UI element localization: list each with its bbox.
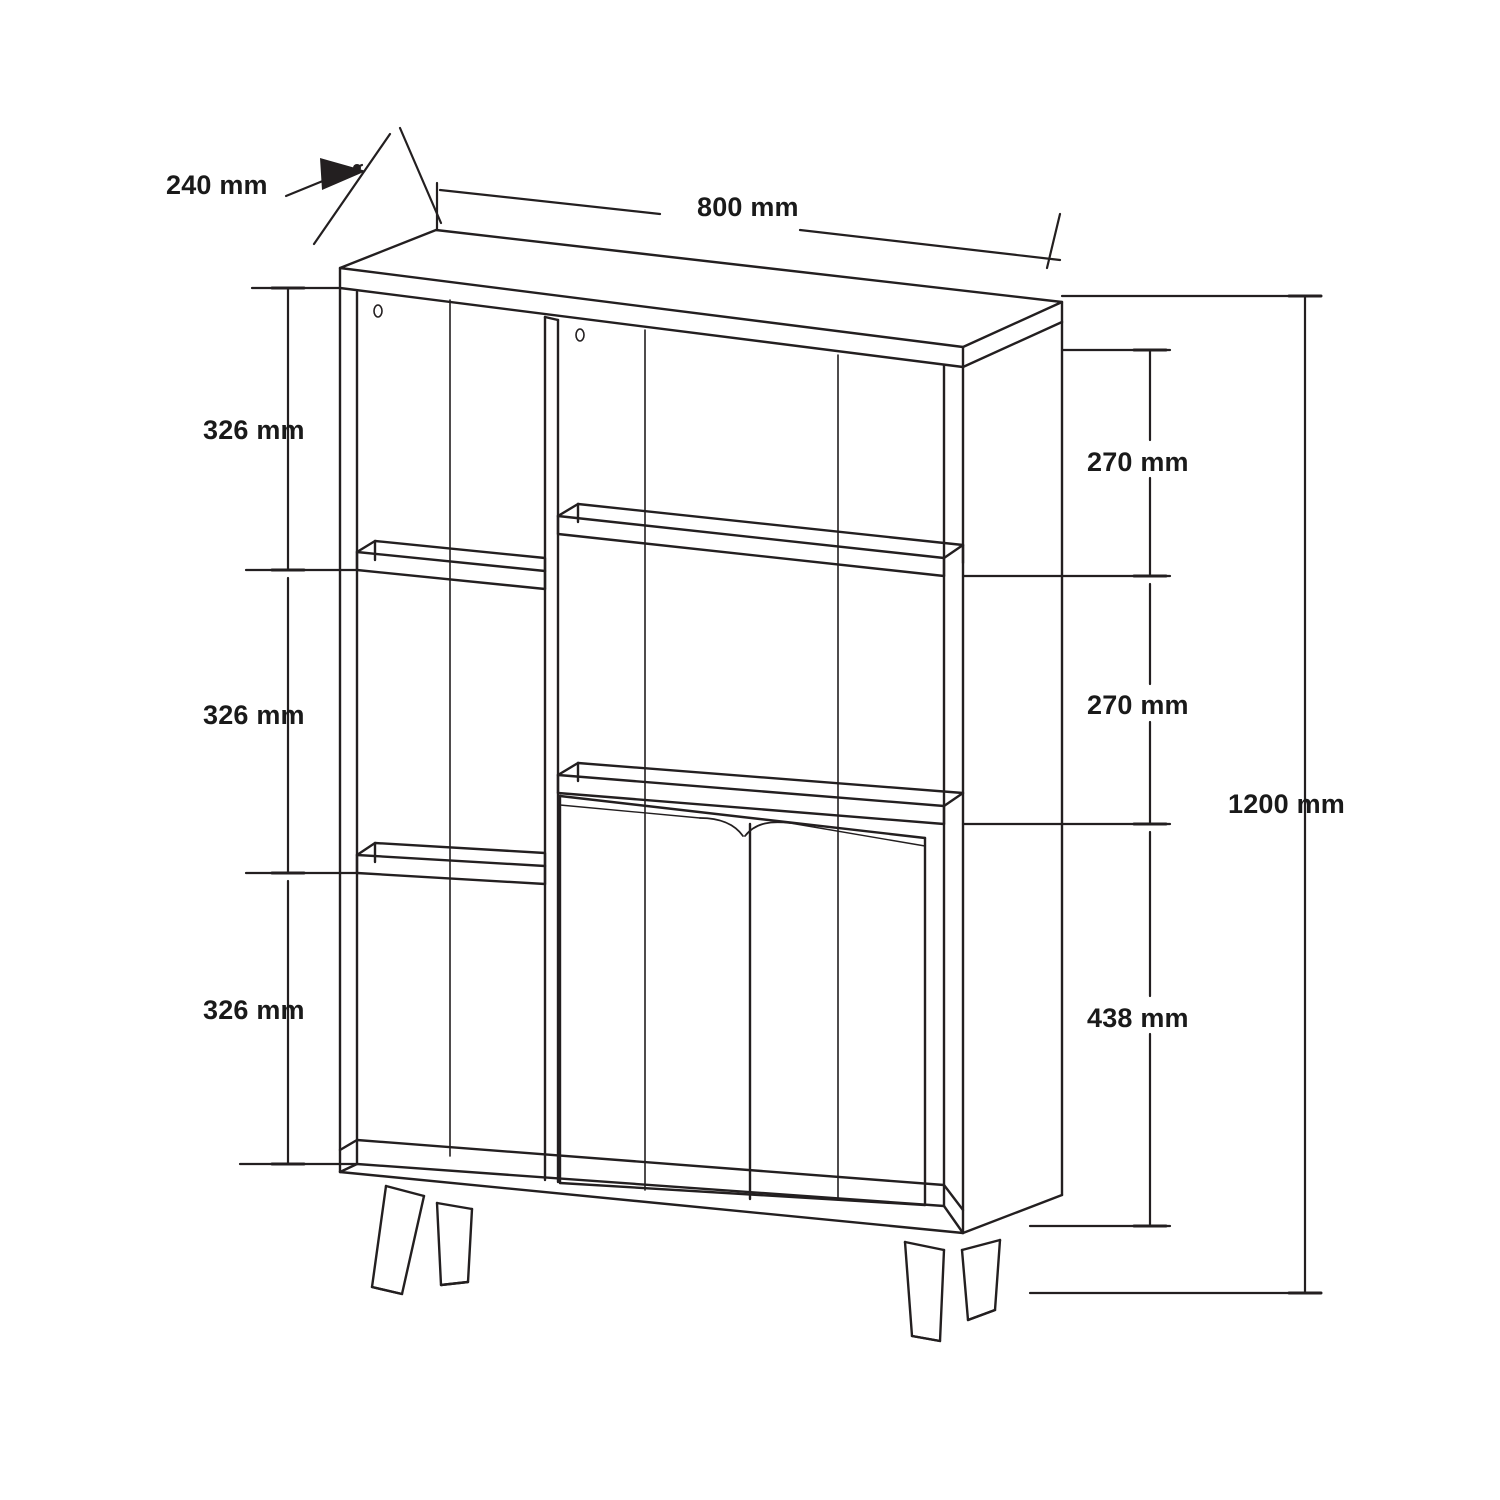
dimension-label-right-cabinet: 438 mm xyxy=(1087,1003,1189,1033)
right-side-panel xyxy=(944,322,1062,1233)
dim-right-chain xyxy=(963,350,1170,1226)
dimension-label-width: 800 mm xyxy=(697,192,799,222)
left-side-panel xyxy=(340,288,357,1172)
dimension-label-left-shelf-2: 326 mm xyxy=(203,700,305,730)
cabinet-doors xyxy=(560,796,925,1205)
dimension-label-left-shelf-3: 326 mm xyxy=(203,995,305,1025)
shelf-peg-holes xyxy=(374,305,584,341)
left-shelf-upper xyxy=(357,541,545,589)
dimension-label-left-shelf-1: 326 mm xyxy=(203,415,305,445)
dimension-label-height: 1200 mm xyxy=(1228,789,1345,819)
dim-depth xyxy=(286,128,441,244)
legs xyxy=(372,1186,1000,1341)
center-divider xyxy=(545,317,558,1182)
top-panel xyxy=(340,230,1062,367)
dimension-label-right-shelf-1: 270 mm xyxy=(1087,447,1189,477)
dimension-label-depth: 240 mm xyxy=(166,170,268,200)
bottom-panel xyxy=(340,1140,963,1233)
back-panel-seams-right xyxy=(645,330,838,1200)
left-shelf-lower xyxy=(357,843,545,884)
dimension-label-right-shelf-2: 270 mm xyxy=(1087,690,1189,720)
right-shelf-upper xyxy=(558,504,963,576)
right-shelf-lower xyxy=(558,763,963,824)
